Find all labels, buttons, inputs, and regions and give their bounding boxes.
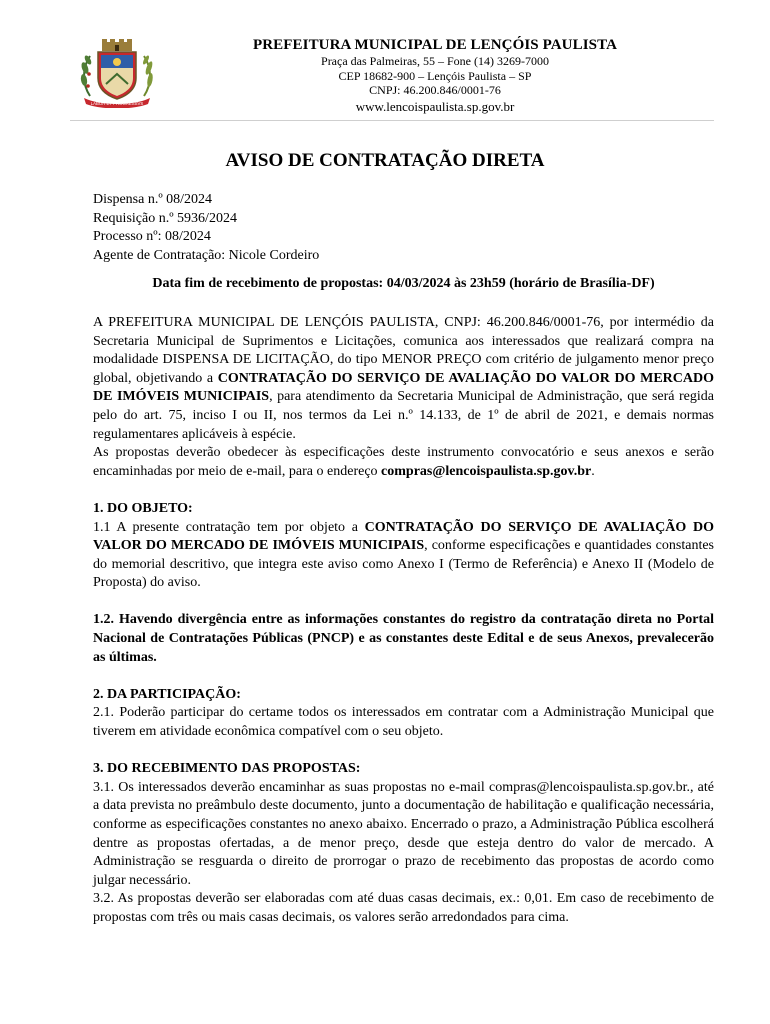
section-1-1: 1.1 A presente contratação tem por objeto a CONTRATAÇÃO DO SERVIÇO DE AVALIAÇÃO DO VALOR DO MERCADO DE IMÓVEIS MUNICIPAIS, conforme especificações e quantidades constantes do memorial descritivo, que integra este aviso como Anexo I (Termo de Referência) e Anexo II (Modelo de Proposta) do aviso. [93,519,714,591]
processo-number: Processo nº: 08/2024 [93,229,211,245]
contracting-agent: Agente de Contratação: Nicole Cordeiro [93,247,320,263]
cnpj-line: CNPJ: 46.200.846/0001-76 [369,83,501,97]
section-3-2: 3.2. As propostas deverão ser elaboradas com até duas casas decimais, ex.: 0,01. Em caso de recebimento de propostas com três ou mais casas decimais, os valores serão arredondados para cima. [93,891,714,925]
city-hall-name: PREFEITURA MUNICIPAL DE LENÇÓIS PAULISTA [252,37,618,53]
document-body [93,191,714,928]
cep-line: CEP 18682-900 – Lençóis Paulista – SP [338,68,532,83]
header-divider [70,120,714,121]
section-1-2: 1.2. Havendo divergência entre as informações constantes do registro da contratação direta no Portal Nacional de Contratações Públicas (PNCP) e as constantes deste Edital e de seus Anexos, prevalecerão as últimas. [93,612,714,665]
proposal-submission-paragraph: As propostas deverão obedecer às especificações deste instrumento convocatório e seus anexos e serão encaminhadas por meio de e-mail, para o endereço compras@lencoispaulista.sp.gov.br. [93,445,714,479]
proposal-deadline: Data fim de recebimento de propostas: 04/03/2024 às 23h59 (horário de Brasília-DF) [152,276,655,292]
intro-paragraph: A PREFEITURA MUNICIPAL DE LENÇÓIS PAULISTA, CNPJ: 46.200.846/0001-76, por intermédio da Secretaria Municipal de Suprimentos e Licitações, comunica aos interessados que realizará compra na modalidade DISPENSA DE LICITAÇÃO, do tipo MENOR PREÇO com critério de julgamento menor preço global, objetivando a CONTRATAÇÃO DO SERVIÇO DE AVALIAÇÃO DO VALOR DO MERCADO DE IMÓVEIS MUNICIPAIS, para atendimento da Secretaria Municipal de Administração, que será regida pelo do art. 75, inciso I ou II, nos termos da Lei n.º 14.133, de 1º de abril de 2021, e demais normas regulamentares aplicáveis à espécie. [93,314,715,442]
section-2-1: 2.1. Poderão participar do certame todos os interessados em contratar com a Administração Municipal que tiverem em atividade econômica compatível com o seu objeto. [93,705,714,740]
svg-text:LABOR ET PROGRESSVS: LABOR ET PROGRESSVS [90,101,144,106]
requisicao-number: Requisição n.º 5936/2024 [93,210,237,226]
submission-email[interactable]: compras@lencoispaulista.sp.gov.br [381,463,592,479]
section-1-heading: 1. DO OBJETO: [93,500,193,516]
dispensa-number: Dispensa n.º 08/2024 [93,192,213,207]
letterhead [180,36,690,115]
document-title: AVISO DE CONTRATAÇÃO DIRETA [225,150,545,171]
section-3-1: 3.1. Os interessados deverão encaminhar as suas propostas no e-mail compras@lencoispaulista.sp.gov.br., até a data prevista no preâmbulo deste documento, junto a documentação de habilitação e qualificação necessária, conforme as especificações constantes no anexo abaixo. Encerrado o prazo, a Administração Pública escolherá dentre as propostas ofertadas, a de menor preço, desde que esteja dentro do valor de mercado. A Administração se resguarda o direito de prorrogar o prazo de recebimento das propostas de acordo como julgar necessário. [93,779,714,888]
section-2-heading: 2. DA PARTICIPAÇÃO: [93,686,241,702]
website-link[interactable]: www.lencoispaulista.sp.gov.br [355,98,515,114]
municipal-coat-of-arms-icon [76,38,158,108]
section-3-heading: 3. DO RECEBIMENTO DAS PROPOSTAS: [93,761,361,777]
address-line: Praça das Palmeiras, 55 – Fone (14) 3269-7000 [321,54,549,68]
